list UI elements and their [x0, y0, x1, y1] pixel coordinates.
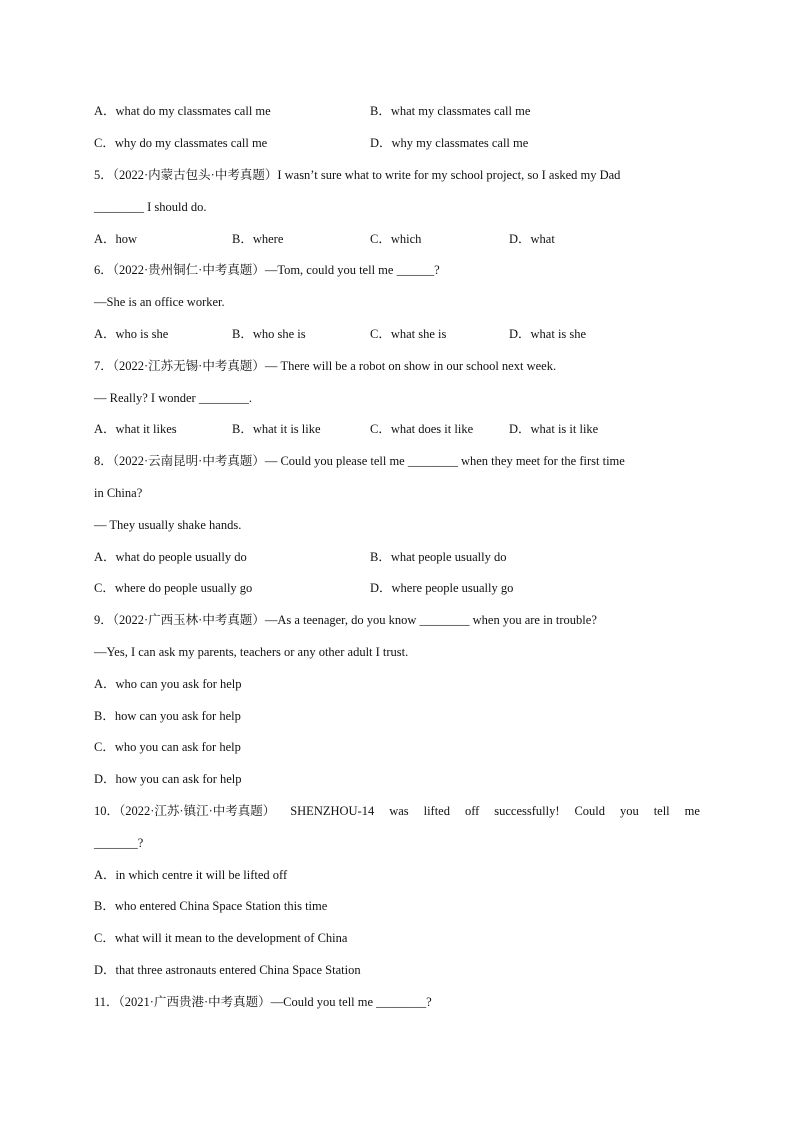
q10-word: Could	[574, 804, 606, 818]
q8-answer-line: — They usually shake hands.	[94, 518, 242, 532]
q5-stem: 5．（2022·内蒙古包头·中考真题）I wasn’t sure what to write for my school project, so I asked my Dad	[94, 168, 621, 182]
q5-option-a: A．how	[94, 232, 138, 246]
q9-option-a: A．who can you ask for help	[94, 677, 242, 691]
q10-word: 10．（2022·江苏·镇江·中考真题）	[94, 804, 276, 818]
q6-option-c: C．what she is	[370, 327, 447, 341]
q9-option-b: B．how can you ask for help	[94, 709, 241, 723]
q9-stem: 9．（2022·广西玉林·中考真题）—As a teenager, do you know ________ when you are in trouble?	[94, 613, 597, 627]
q5-option-d: D．what	[509, 232, 555, 246]
q11-stem: 11．（2021·广西贵港·中考真题）—Could you tell me ________?	[94, 995, 432, 1009]
q10-word: was	[389, 804, 409, 818]
q5-option-c: C．which	[370, 232, 422, 246]
q8-stem-cont: in China?	[94, 486, 143, 500]
q9-option-d: D．how you can ask for help	[94, 772, 242, 786]
q4-option-d: D．why my classmates call me	[370, 136, 529, 150]
q10-option-b: B．who entered China Space Station this time	[94, 899, 328, 913]
q10-stem-cont: _______?	[94, 836, 144, 850]
q9-option-c: C．who you can ask for help	[94, 740, 241, 754]
q10-word: me	[684, 804, 700, 818]
q4-option-a: A．what do my classmates call me	[94, 104, 271, 118]
q10-option-c: C．what will it mean to the development of China	[94, 931, 348, 945]
q6-option-b: B．who she is	[232, 327, 306, 341]
q8-option-a: A．what do people usually do	[94, 550, 247, 564]
q5-option-b: B．where	[232, 232, 284, 246]
q10-option-a: A．in which centre it will be lifted off	[94, 868, 288, 882]
q7-dialogue: — Really? I wonder ________.	[94, 391, 252, 405]
q5-stem-cont: ________ I should do.	[94, 200, 207, 214]
q10-word: SHENZHOU-14	[290, 804, 375, 818]
q8-stem: 8．（2022·云南昆明·中考真题）— Could you please tell me ________ when they meet for the first time	[94, 454, 625, 468]
q7-option-c: C．what does it like	[370, 422, 474, 436]
q6-option-a: A．who is she	[94, 327, 169, 341]
q10-stem	[94, 803, 700, 819]
q6-answer-line: —She is an office worker.	[94, 295, 225, 309]
q10-word: lifted	[423, 804, 450, 818]
q7-option-a: A．what it likes	[94, 422, 177, 436]
q7-option-d: D．what is it like	[509, 422, 599, 436]
q4-option-c: C．why do my classmates call me	[94, 136, 268, 150]
q7-option-b: B．what it is like	[232, 422, 321, 436]
q10-word: tell	[653, 804, 670, 818]
q8-option-b: B．what people usually do	[370, 550, 507, 564]
q8-option-c: C．where do people usually go	[94, 581, 253, 595]
q10-word: successfully!	[494, 804, 560, 818]
q6-option-d: D．what is she	[509, 327, 587, 341]
q8-option-d: D．where people usually go	[370, 581, 514, 595]
q7-stem: 7．（2022·江苏无锡·中考真题）— There will be a robot on show in our school next week.	[94, 359, 557, 373]
q10-word: off	[464, 804, 480, 818]
q10-option-d: D．that three astronauts entered China Space Station	[94, 963, 361, 977]
q4-option-b: B．what my classmates call me	[370, 104, 531, 118]
q6-stem: 6．（2022·贵州铜仁·中考真题）—Tom, could you tell me ______?	[94, 263, 440, 277]
q10-word: you	[619, 804, 639, 818]
q9-answer-line: —Yes, I can ask my parents, teachers or any other adult I trust.	[94, 645, 409, 659]
